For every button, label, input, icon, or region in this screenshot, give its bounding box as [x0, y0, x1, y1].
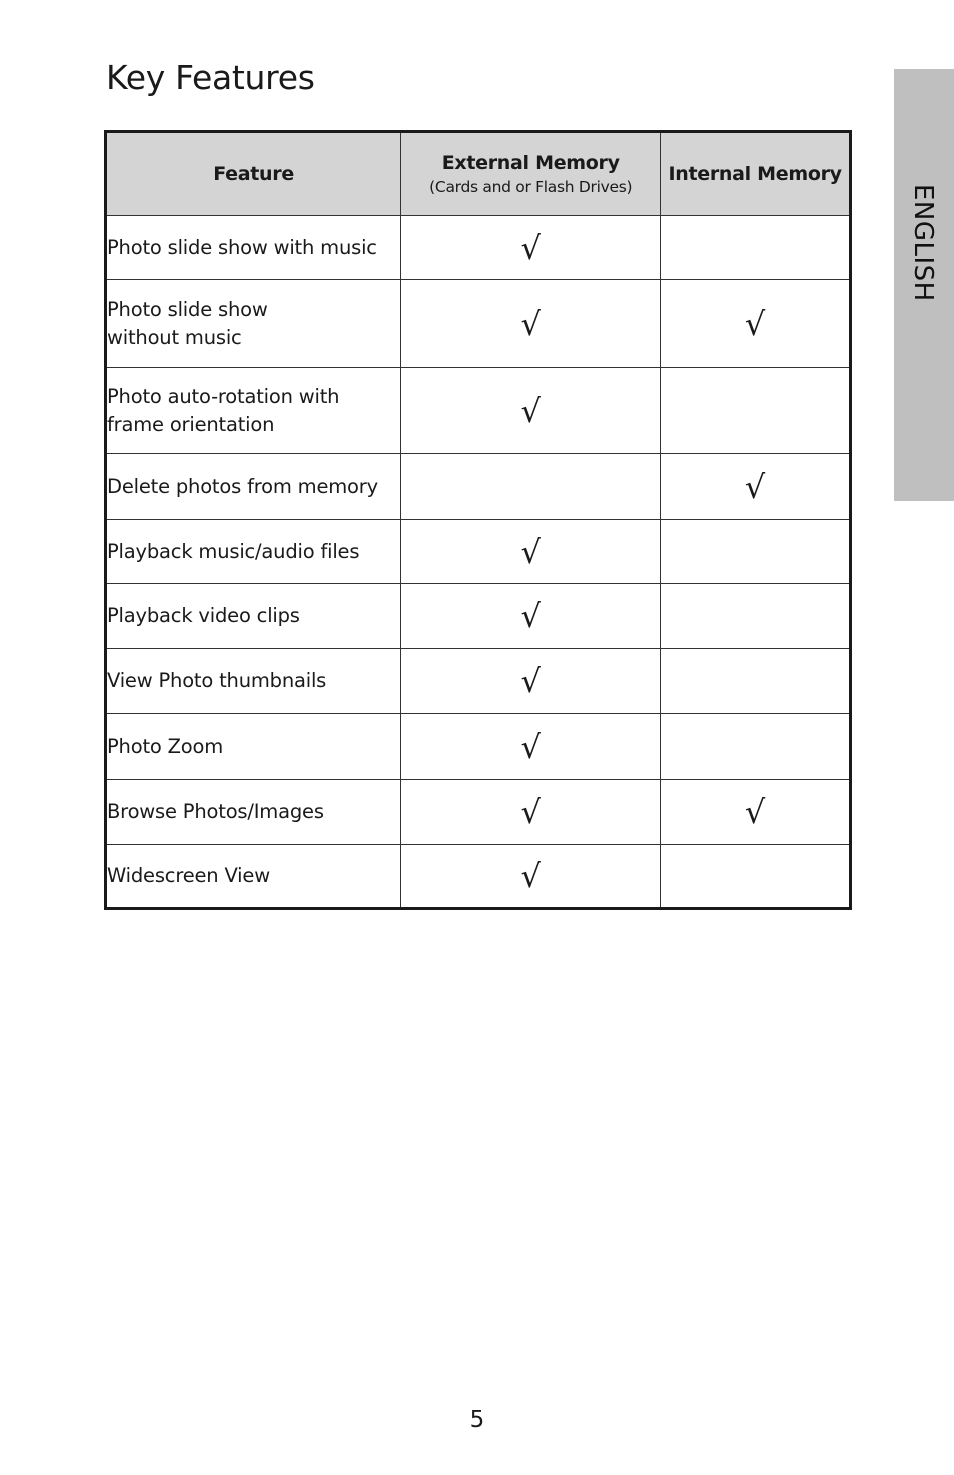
feature-text: Playback video clips — [107, 604, 300, 627]
external-cell — [401, 280, 661, 368]
internal-cell — [661, 368, 851, 454]
check-icon: √ — [520, 304, 541, 343]
feature-text: Browse Photos/Images — [107, 800, 324, 823]
table-header-row — [106, 132, 851, 216]
internal-cell — [661, 714, 851, 780]
feature-cell — [106, 714, 401, 780]
page-number: 5 — [469, 1407, 485, 1433]
feature-cell — [106, 780, 401, 845]
internal-cell — [661, 584, 851, 649]
check-icon: √ — [520, 857, 541, 895]
table-row — [106, 714, 851, 780]
external-cell — [401, 216, 661, 280]
feature-cell — [106, 454, 401, 520]
internal-cell — [661, 649, 851, 714]
check-icon: √ — [744, 467, 766, 506]
external-cell — [401, 845, 661, 909]
external-cell — [401, 520, 661, 584]
table-row — [106, 584, 851, 649]
external-cell — [401, 780, 661, 845]
feature-cell — [106, 368, 401, 454]
feature-text: Playback music/audio files — [107, 539, 360, 563]
check-icon: √ — [744, 793, 766, 831]
table-row — [106, 216, 851, 280]
feature-text: View Photo thumbnails — [107, 669, 327, 692]
feature-text: Widescreen View — [107, 864, 270, 887]
external-cell — [401, 714, 661, 780]
internal-cell — [661, 454, 851, 520]
language-tab-label: ENGLISH — [908, 184, 938, 302]
feature-text-line2: frame orientation — [107, 412, 275, 436]
feature-text: Photo slide show — [107, 297, 268, 321]
table-row — [106, 280, 851, 368]
feature-cell — [106, 280, 401, 368]
page-title: Key Features — [106, 58, 315, 97]
feature-cell — [106, 584, 401, 649]
external-cell — [401, 649, 661, 714]
external-cell — [401, 584, 661, 649]
feature-text: Photo Zoom — [107, 734, 224, 758]
header-feature-label: Feature — [213, 163, 294, 185]
feature-text: Photo auto-rotation with — [107, 384, 340, 408]
check-icon: √ — [520, 727, 541, 766]
header-external-label: External Memory — [441, 152, 620, 174]
feature-cell — [106, 520, 401, 584]
header-internal-label: Internal Memory — [668, 163, 842, 185]
feature-cell — [106, 216, 401, 280]
table-row — [106, 368, 851, 454]
feature-cell — [106, 845, 401, 909]
external-cell — [401, 368, 661, 454]
feature-cell — [106, 649, 401, 714]
header-internal-memory — [661, 132, 851, 216]
table-row — [106, 845, 851, 909]
check-icon: √ — [744, 304, 766, 343]
internal-cell — [661, 216, 851, 280]
language-tab — [894, 69, 954, 501]
feature-text-line2: without music — [107, 325, 242, 349]
check-icon: √ — [520, 597, 541, 635]
internal-cell — [661, 520, 851, 584]
internal-cell — [661, 845, 851, 909]
check-icon: √ — [520, 532, 541, 571]
table-row — [106, 454, 851, 520]
feature-text: Delete photos from memory — [107, 474, 378, 498]
external-cell — [401, 454, 661, 520]
internal-cell — [661, 780, 851, 845]
check-icon: √ — [520, 391, 541, 430]
check-icon: √ — [520, 662, 541, 700]
header-external-sublabel: (Cards and or Flash Drives) — [429, 178, 633, 196]
table-row — [106, 780, 851, 845]
feature-text: Photo slide show with music — [107, 235, 377, 259]
header-feature — [106, 132, 401, 216]
table-row — [106, 520, 851, 584]
check-icon: √ — [520, 793, 541, 831]
internal-cell — [661, 280, 851, 368]
check-icon: √ — [520, 228, 541, 267]
header-external-memory — [401, 132, 661, 216]
key-features-table — [104, 130, 852, 910]
table-row — [106, 649, 851, 714]
